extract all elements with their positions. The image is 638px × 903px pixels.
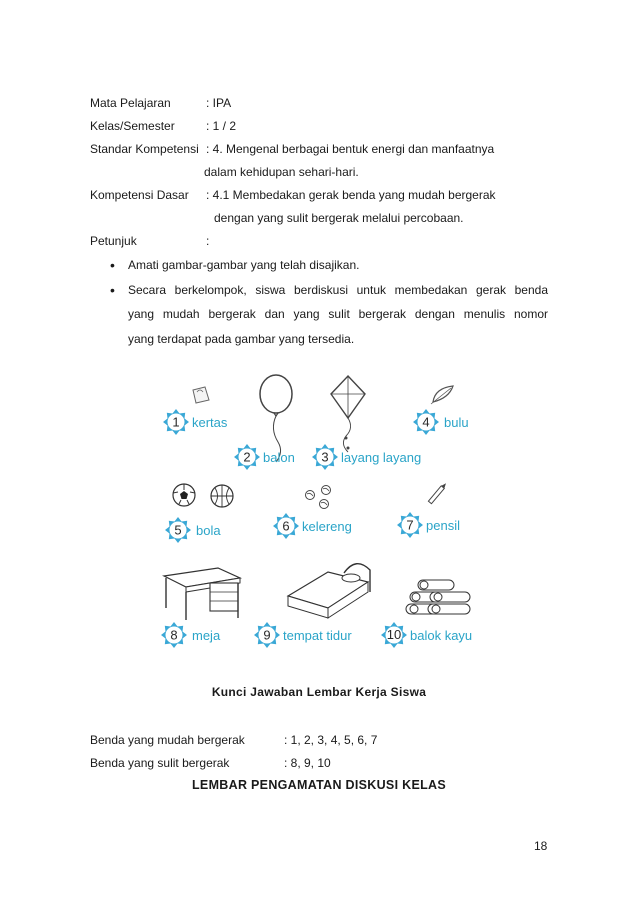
item-number: 4: [422, 414, 430, 430]
item-6: [273, 513, 352, 539]
pencil-icon: [428, 482, 447, 504]
item-9: [254, 622, 352, 648]
field-value: : 1 / 2: [206, 119, 237, 133]
item-10: [381, 622, 472, 648]
desk-icon: [164, 568, 240, 620]
answer-value: : 8, 9, 10: [284, 756, 331, 770]
balloon-icon: [260, 375, 292, 462]
instruction-text: Secara berkelompok, siswa berdiskusi untuk membedakan gerak benda: [128, 283, 548, 297]
ball-icon: [173, 484, 195, 506]
bullet-icon: •: [110, 282, 115, 298]
item-label: bulu: [444, 415, 469, 430]
field-value-continued: dalam kehidupan sehari-hari.: [204, 165, 359, 179]
item-label: meja: [192, 628, 221, 643]
field-label: Kompetensi Dasar: [90, 188, 189, 202]
item-label: balok kayu: [410, 628, 473, 643]
item-label: tempat tidur: [283, 628, 352, 643]
instruction-text: yang terdapat pada gambar yang tersedia.: [128, 332, 355, 346]
item-label: balon: [263, 450, 295, 465]
item-label: bola: [196, 523, 221, 538]
item-4: [413, 409, 469, 435]
item-label: layang layang: [341, 450, 422, 465]
answer-label: Benda yang sulit bergerak: [90, 756, 230, 770]
item-3: [312, 444, 421, 470]
marble-icon: [306, 486, 331, 509]
item-8: [161, 622, 221, 648]
field-label: Kelas/Semester: [90, 119, 175, 133]
item-number: 9: [263, 627, 271, 643]
field-label: Mata Pelajaran: [90, 96, 171, 110]
item-number: 2: [243, 449, 251, 465]
answer-value: : 1, 2, 3, 4, 5, 6, 7: [284, 733, 378, 747]
feather-icon: [431, 386, 453, 404]
item-label: kertas: [192, 415, 228, 430]
answer-key-title: Kunci Jawaban Lembar Kerja Siswa: [211, 685, 427, 699]
item-5: [165, 517, 221, 543]
item-number: 5: [174, 522, 182, 538]
item-7: [397, 512, 460, 538]
item-2: [234, 444, 295, 470]
item-number: 8: [170, 627, 178, 643]
item-label: pensil: [426, 518, 460, 533]
field-value: : 4.1 Membedakan gerak benda yang mudah bergerak: [206, 188, 496, 202]
logs-icon: [406, 580, 470, 614]
instruction-text: yang mudah bergerak dan yang sulit bergerak dengan menulis nomor: [128, 307, 548, 321]
item-number: 10: [386, 627, 402, 642]
item-number: 1: [172, 414, 180, 430]
answer-label: Benda yang mudah bergerak: [90, 733, 245, 747]
item-number: 3: [321, 449, 329, 465]
objects-figure: [148, 368, 486, 660]
field-label: Standar Kompetensi: [90, 142, 199, 156]
bed-icon: [288, 564, 370, 618]
kite-icon: [331, 376, 365, 452]
field-value-continued: dengan yang sulit bergerak melalui percobaan.: [214, 211, 464, 225]
field-label: Petunjuk: [90, 234, 137, 248]
item-1: [163, 409, 228, 435]
page-number: 18: [534, 839, 548, 853]
field-value: : 4. Mengenal berbagai bentuk energi dan manfaatnya: [206, 142, 495, 156]
paper-icon: [193, 387, 209, 403]
field-value: :: [206, 234, 210, 248]
bullet-icon: •: [110, 257, 115, 273]
item-label: kelereng: [302, 519, 352, 534]
item-number: 6: [282, 518, 290, 534]
instruction-text: Amati gambar-gambar yang telah disajikan.: [128, 258, 360, 272]
item-number: 7: [406, 517, 414, 533]
field-value: : IPA: [206, 96, 232, 110]
section-title: LEMBAR PENGAMATAN DISKUSI KELAS: [192, 778, 446, 792]
basketball-icon: [211, 485, 233, 507]
